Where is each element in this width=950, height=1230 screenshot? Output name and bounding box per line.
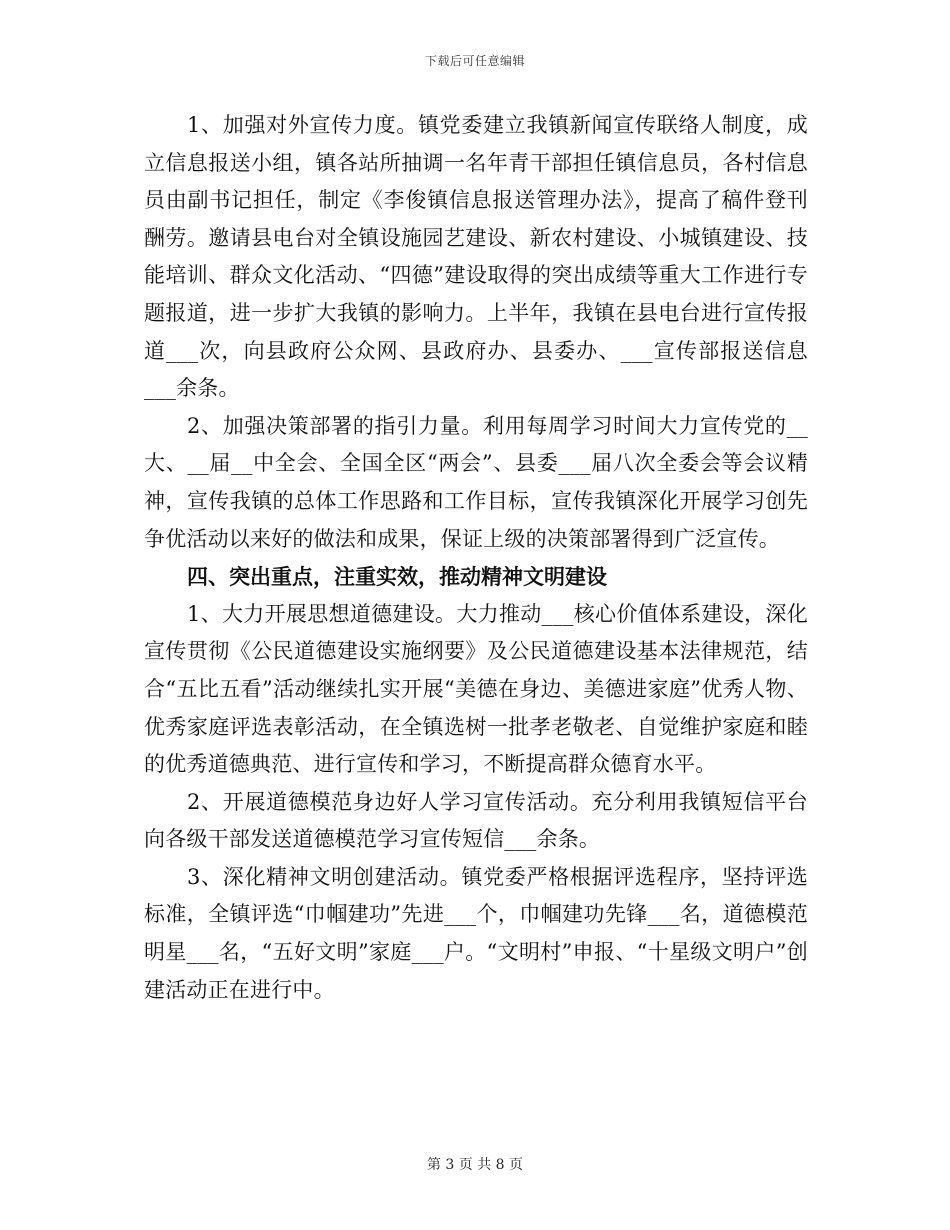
paragraph-moral-construction: 1、大力开展思想道德建设。大力推动___核心价值体系建设，深化宣传贯彻《公民道德建设实施纲要》及公民道德建设基本法律规范，结合“五比五看”活动继续扎实开展“美德在身边、美德进家庭”优秀人物、优秀家庭评选表彰活动，在全镇选树一批孝老敬老、自觉维护家庭和睦的优秀道德典范、进行宣传和学习，不断提高群众德育水平。 bbox=[144, 601, 808, 777]
section-heading: 四、突出重点，注重实效，推动精神文明建设 bbox=[187, 564, 607, 590]
page-number-footer: 第 3 页 共 8 页 bbox=[426, 1157, 524, 1173]
paragraph-civilization-creation: 3、深化精神文明创建活动。镇党委严格根据评选程序，坚持评选标准，全镇评选“巾帼建功”先进___个，巾帼建功先锋___名，道德模范明星___名，“五好文明”家庭___户。“文明村”申报、“十星级文明户”创建活动正在进行中。 bbox=[144, 864, 808, 1002]
document-body bbox=[144, 107, 808, 1009]
paragraph-decision-guidance: 2、加强决策部署的指引力量。利用每周学习时间大力宣传党的__大、__届__中全会、全国全区“两会”、县委___届八次全委会等会议精神，宣传我镇的总体工作思路和工作目标，宣传我镇深化开展学习创先争优活动以来好的做法和成果，保证上级的决策部署得到广泛宣传。 bbox=[144, 413, 808, 551]
paragraph-role-models: 2、开展道德模范身边好人学习宣传活动。充分利用我镇短信平台向各级干部发送道德模范学习宣传短信___余条。 bbox=[144, 789, 808, 852]
paragraph-publicity: 1、加强对外宣传力度。镇党委建立我镇新闻宣传联络人制度，成立信息报送小组，镇各站所抽调一名年青干部担任镇信息员，各村信息员由副书记担任，制定《李俊镇信息报送管理办法》，提高了稿件登刊酬劳。邀请县电台对全镇设施园艺建设、新农村建设、小城镇建设、技能培训、群众文化活动、“四德”建设取得的突出成绩等重大工作进行专题报道，进一步扩大我镇的影响力。上半年，我镇在县电台进行宣传报道___次，向县政府公众网、县政府办、县委办、___宣传部报送信息___余条。 bbox=[144, 113, 808, 401]
header-note: 下载后可任意编辑 bbox=[424, 54, 525, 68]
